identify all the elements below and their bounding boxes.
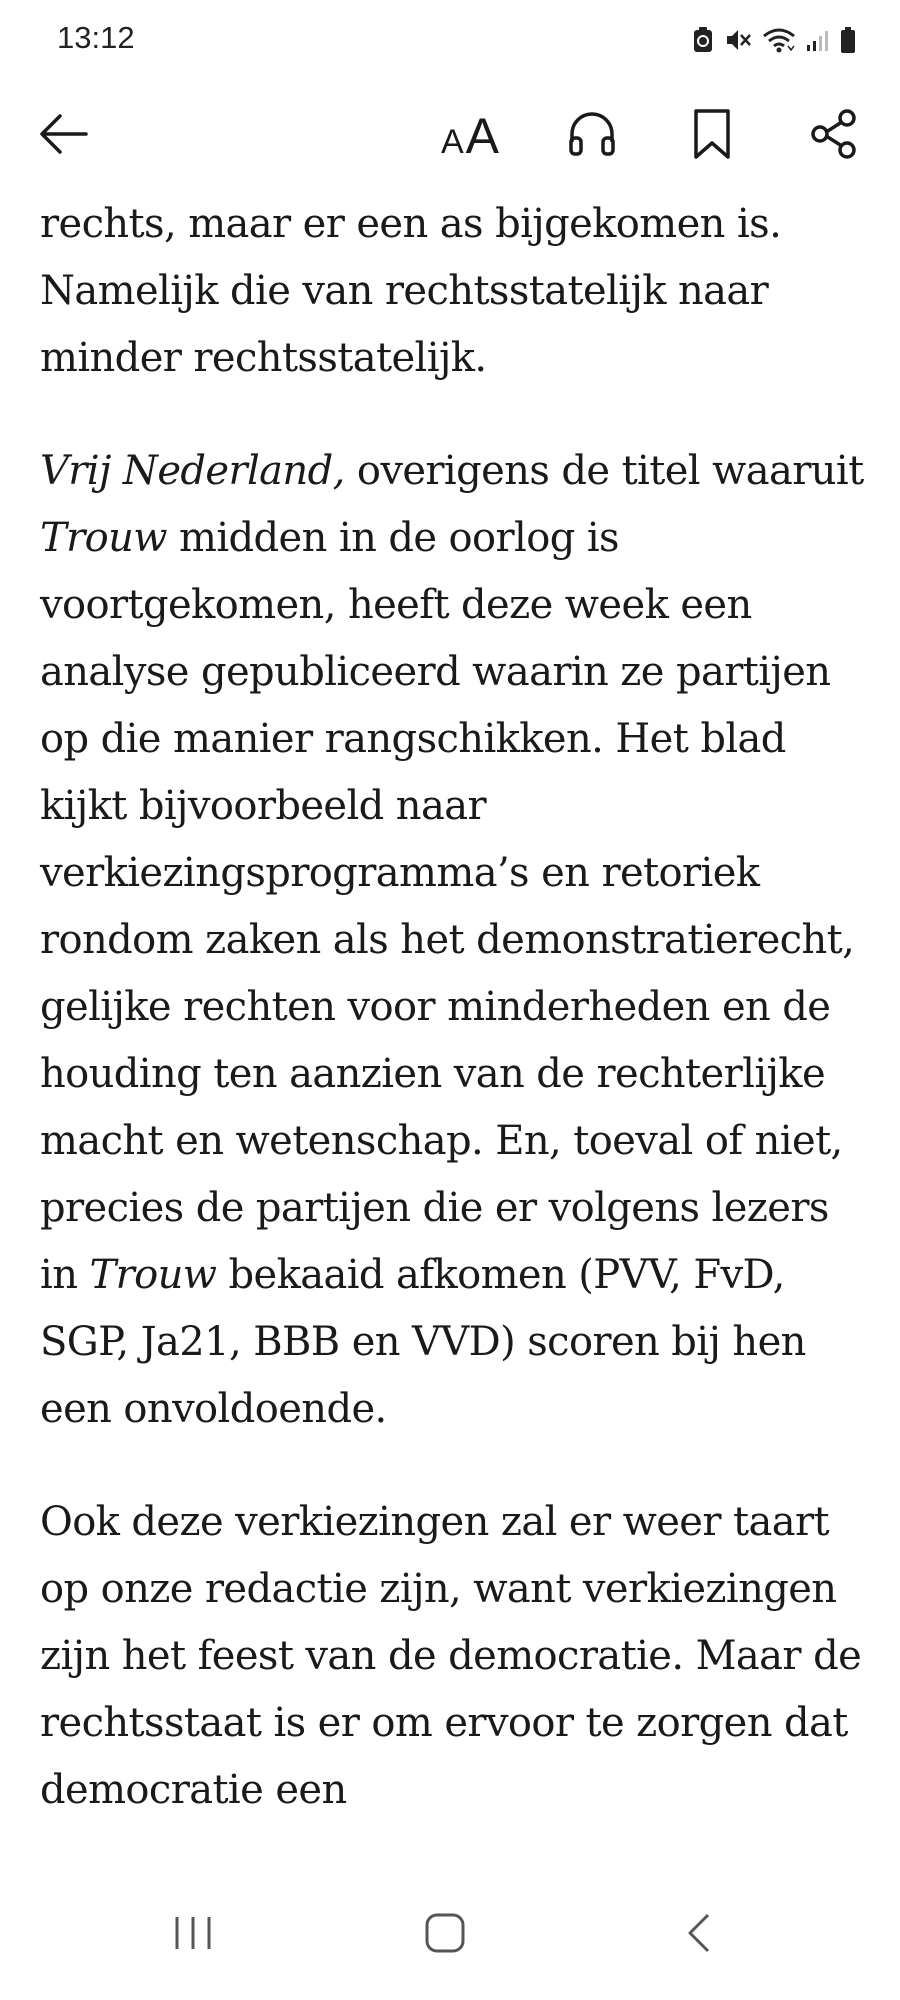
article-toolbar (0, 84, 900, 188)
status-icons (692, 22, 856, 58)
status-bar (0, 0, 900, 84)
recent-apps-button[interactable] (148, 1900, 238, 1970)
article-body[interactable] (0, 188, 900, 1880)
status-time: 13:12 (57, 20, 135, 55)
share-icon (809, 108, 859, 164)
back-button[interactable] (20, 84, 108, 188)
headphones-icon (566, 110, 618, 162)
home-button[interactable] (400, 1900, 490, 1970)
italic-vrij-nederland: Vrij Nederland, (40, 448, 345, 494)
listen-button[interactable] (548, 84, 636, 188)
paragraph-2-text-2: midden in de oorlog is voortgekomen, heeft deze week een analyse gepubliceerd waarin ze partijen op die manier rangschikken. Het blad kijkt bijvoorbeeld naar verkiezingsprogramma’s en retoriek rondom zaken als het demonstratierecht, gelijke rechten voor minderheden en de houding ten aanzien van de rechterlijke macht en wetenschap. En, toeval of niet, precies de partijen die er volgens lezers in (40, 515, 855, 1298)
back-chevron-icon (684, 1911, 714, 1959)
font-size-small-label: A (440, 122, 464, 161)
recent-apps-icon (171, 1913, 215, 1957)
paragraph-2-text-3: bekaaid afkomen (PVV, FvD, SGP, Ja21, BBB en VVD) scoren bij hen een onvoldoende. (40, 1252, 806, 1432)
bookmark-icon (691, 108, 733, 164)
mute-icon (724, 26, 752, 54)
italic-trouw-2: Trouw (89, 1252, 217, 1298)
font-size-button[interactable] (420, 84, 520, 188)
battery-icon (840, 26, 856, 54)
article-paragraph-3: Ook deze verkiezingen zal er weer taart op onze redactie zijn, want verkiezingen zijn het feest van de democratie. Maar de rechtsstaat is er om ervoor te zorgen dat democratie een (40, 1499, 862, 1813)
paragraph-1-text: as bijgekomen is. Namelijk die van rechtsstatelijk naar minder rechtsstatelijk. (40, 201, 782, 381)
system-back-button[interactable] (654, 1900, 744, 1970)
recycle-notification-icon (692, 26, 714, 54)
italic-trouw: Trouw (40, 515, 167, 561)
article-paragraph-2 (40, 438, 870, 1443)
paragraph-2-text-1: overigens de titel waaruit (344, 448, 864, 494)
wifi-icon (762, 26, 796, 54)
signal-icon (806, 28, 830, 52)
article-paragraph-1 (40, 188, 870, 392)
share-button[interactable] (790, 84, 878, 188)
arrow-left-icon (38, 112, 90, 160)
font-size-large-label: A (465, 108, 500, 164)
partial-line: rechts, maar er een (40, 201, 428, 247)
home-icon (423, 1911, 467, 1959)
system-nav-bar (0, 1880, 900, 2000)
bookmark-button[interactable] (668, 84, 756, 188)
